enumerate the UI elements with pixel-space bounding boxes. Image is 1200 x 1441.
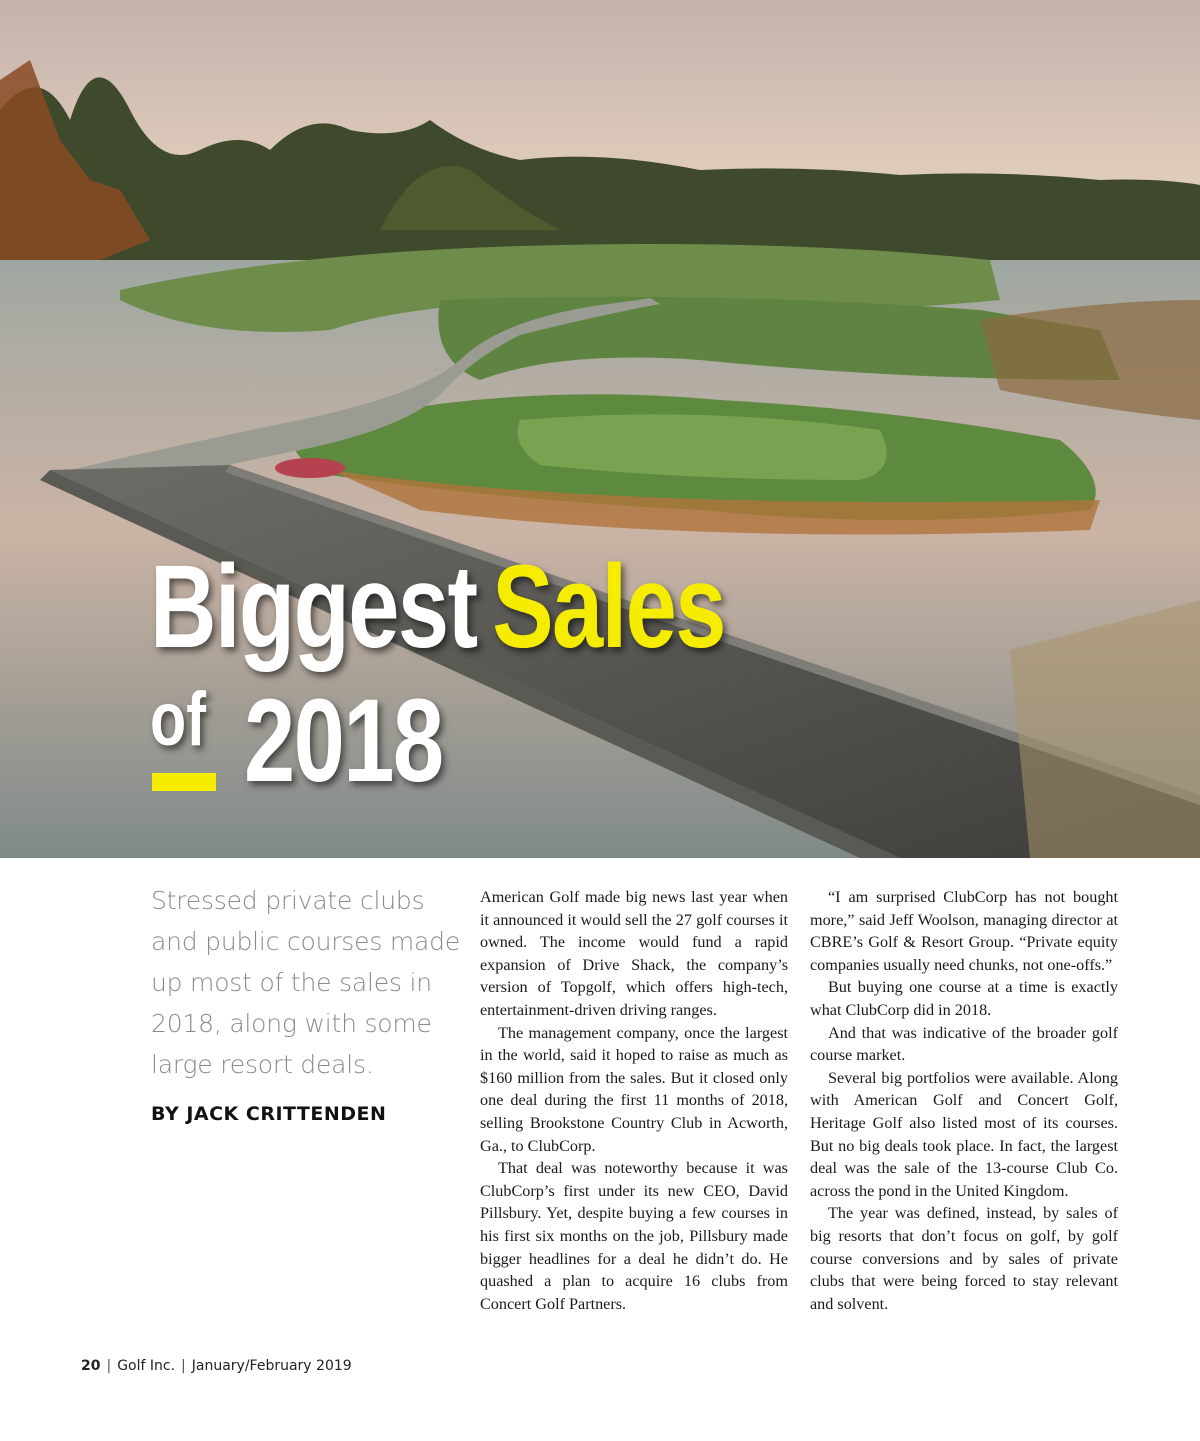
page-footer bbox=[81, 1358, 352, 1374]
article-column-1 bbox=[480, 886, 788, 1315]
headline-word-sales: Sales bbox=[492, 541, 725, 673]
issue-date: January/February 2019 bbox=[191, 1358, 352, 1374]
paragraph: The year was defined, instead, by sales of big resorts that don’t focus on golf, by golf course conversions and by sales of private clubs that were being forced to stay relevant and solvent. bbox=[810, 1204, 1118, 1313]
of-underline-bar bbox=[152, 773, 216, 791]
paragraph: “I am surprised ClubCorp has not bought more,” said Jeff Woolson, managing director at CBRE’s Golf & Resort Group. “Private equity companies usually need chunks, not one-offs.” bbox=[810, 888, 1118, 974]
paragraph: The management company, once the largest in the world, said it hoped to raise as much as $160 million from the sales. But it closed only one deal during the first 11 months of 2018, selling Brookstone Country Club in Acworth, Ga., to ClubCorp. bbox=[480, 1023, 788, 1155]
headline-word-biggest: Biggest bbox=[150, 541, 477, 673]
paragraph: But buying one course at a time is exactly what ClubCorp did in 2018. bbox=[810, 978, 1118, 1019]
headline-year: 2018 bbox=[244, 675, 443, 807]
paragraph: American Golf made big news last year when it announced it would sell the 27 golf courses it owned. The income would fund a rapid expansion of Drive Shack, the company’s version of Topgolf, which offers high-tech, entertainment-driven driving ranges. bbox=[480, 888, 788, 1019]
paragraph: And that was indicative of the broader golf course market. bbox=[810, 1023, 1118, 1065]
byline: BY JACK CRITTENDEN bbox=[151, 1103, 387, 1125]
article-column-2 bbox=[810, 886, 1118, 1315]
headline-word-of: of bbox=[150, 677, 206, 762]
page-number: 20 bbox=[81, 1358, 101, 1374]
deck-text: Stressed private clubs and public courses made up most of the sales in 2018, along with some large resort deals. bbox=[151, 886, 461, 1079]
headline-line-1 bbox=[150, 541, 725, 673]
paragraph: That deal was noteworthy because it was ClubCorp’s first under its new CEO, David Pillsbury. Yet, despite buying a few courses in his first six months on the job, Pillsbury made bigger headlines for a deal he didn’t do. He quashed a plan to acquire 16 clubs from Concert Golf Partners. bbox=[480, 1159, 788, 1313]
separator: | bbox=[106, 1358, 112, 1374]
publication-name: Golf Inc. bbox=[117, 1358, 176, 1374]
paragraph: Several big portfolios were available. Along with American Golf and Concert Golf, Heritage Golf also listed most of its courses. But no big deals took place. In fact, the largest deal was the sale of the 13-course Club Co. across the pond in the United Kingdom. bbox=[810, 1068, 1118, 1200]
separator: | bbox=[181, 1358, 186, 1374]
